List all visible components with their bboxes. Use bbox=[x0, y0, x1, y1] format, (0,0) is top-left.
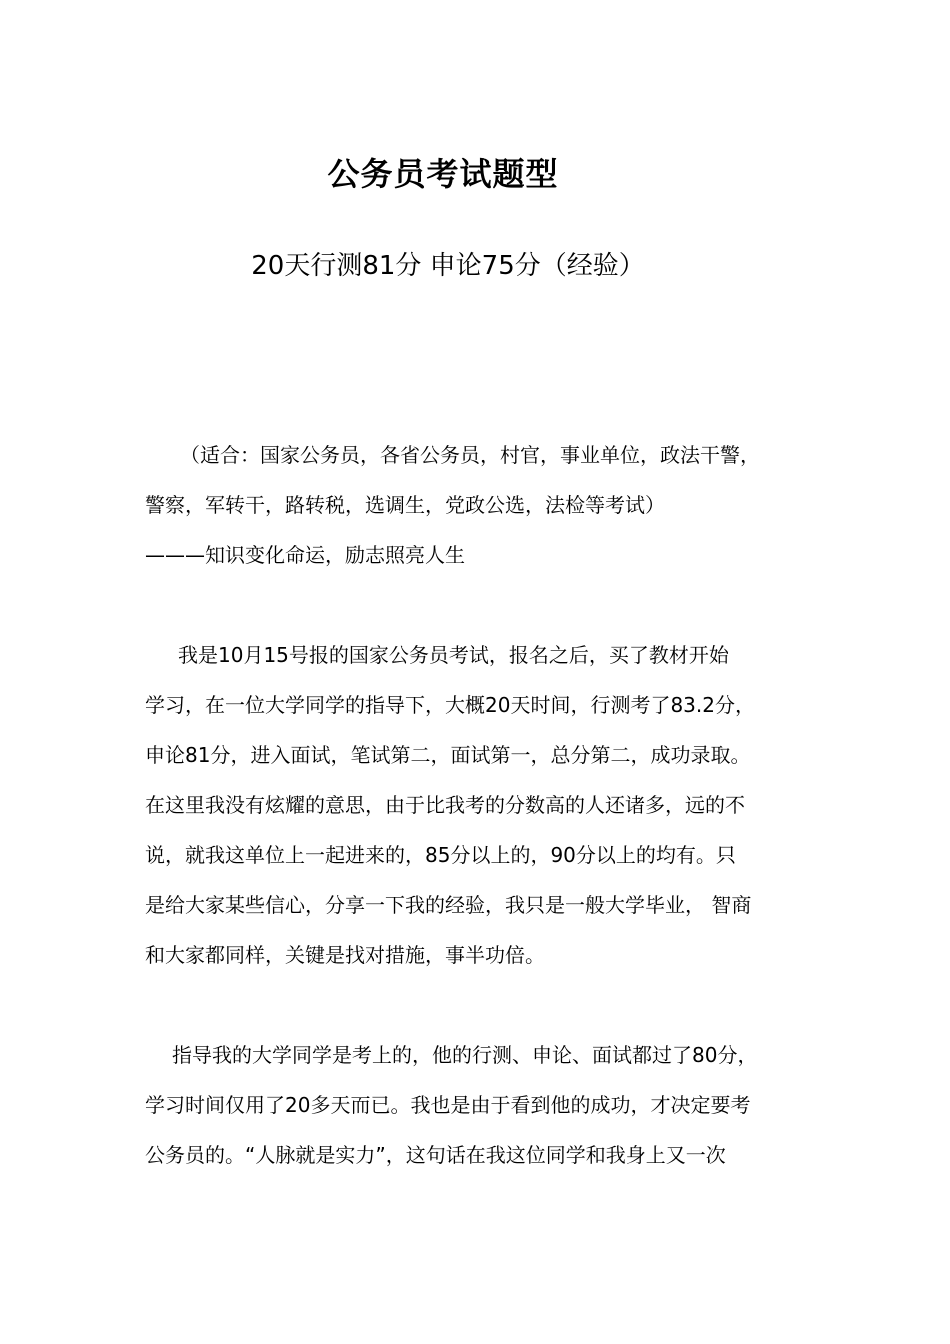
paragraph-line: 学习时间仅用了20多天而已。我也是由于看到他的成功，才决定要考 bbox=[145, 1093, 751, 1117]
paragraph-line: 申论81分，进入面试，笔试第二，面试第一，总分第二，成功录取。 bbox=[145, 743, 751, 767]
paragraph-line: 在这里我没有炫耀的意思，由于比我考的分数高的人还诸多，远的不 bbox=[145, 793, 745, 817]
paragraph-line: 和大家都同样，关键是找对措施，事半功倍。 bbox=[145, 943, 545, 967]
paragraph-line: 公务员的。“人脉就是实力”，这句话在我这位同学和我身上又一次 bbox=[145, 1143, 726, 1167]
document-title: 公务员考试题型 bbox=[327, 155, 559, 193]
motto-line: ———知识变化命运，励志照亮人生 bbox=[145, 543, 465, 567]
document-subtitle: 20天行测81分 申论75分（经验） bbox=[251, 251, 645, 281]
paragraph-line: 我是10月15号报的国家公务员考试，报名之后，买了教材开始 bbox=[178, 643, 729, 667]
intro-line: （适合：国家公务员，各省公务员，村官，事业单位，政法干警， bbox=[180, 443, 760, 467]
paragraph-line: 是给大家某些信心，分享一下我的经验，我只是一般大学毕业， 智商 bbox=[145, 893, 752, 917]
intro-line: 警察，军转干，路转税，选调生，党政公选，法检等考试） bbox=[145, 493, 665, 517]
paragraph-line: 说，就我这单位上一起进来的，85分以上的，90分以上的均有。只 bbox=[145, 843, 736, 867]
paragraph-line: 指导我的大学同学是考上的，他的行测、申论、面试都过了80分， bbox=[172, 1043, 758, 1067]
paragraph-line: 学习，在一位大学同学的指导下，大概20天时间，行测考了83.2分， bbox=[145, 693, 755, 717]
